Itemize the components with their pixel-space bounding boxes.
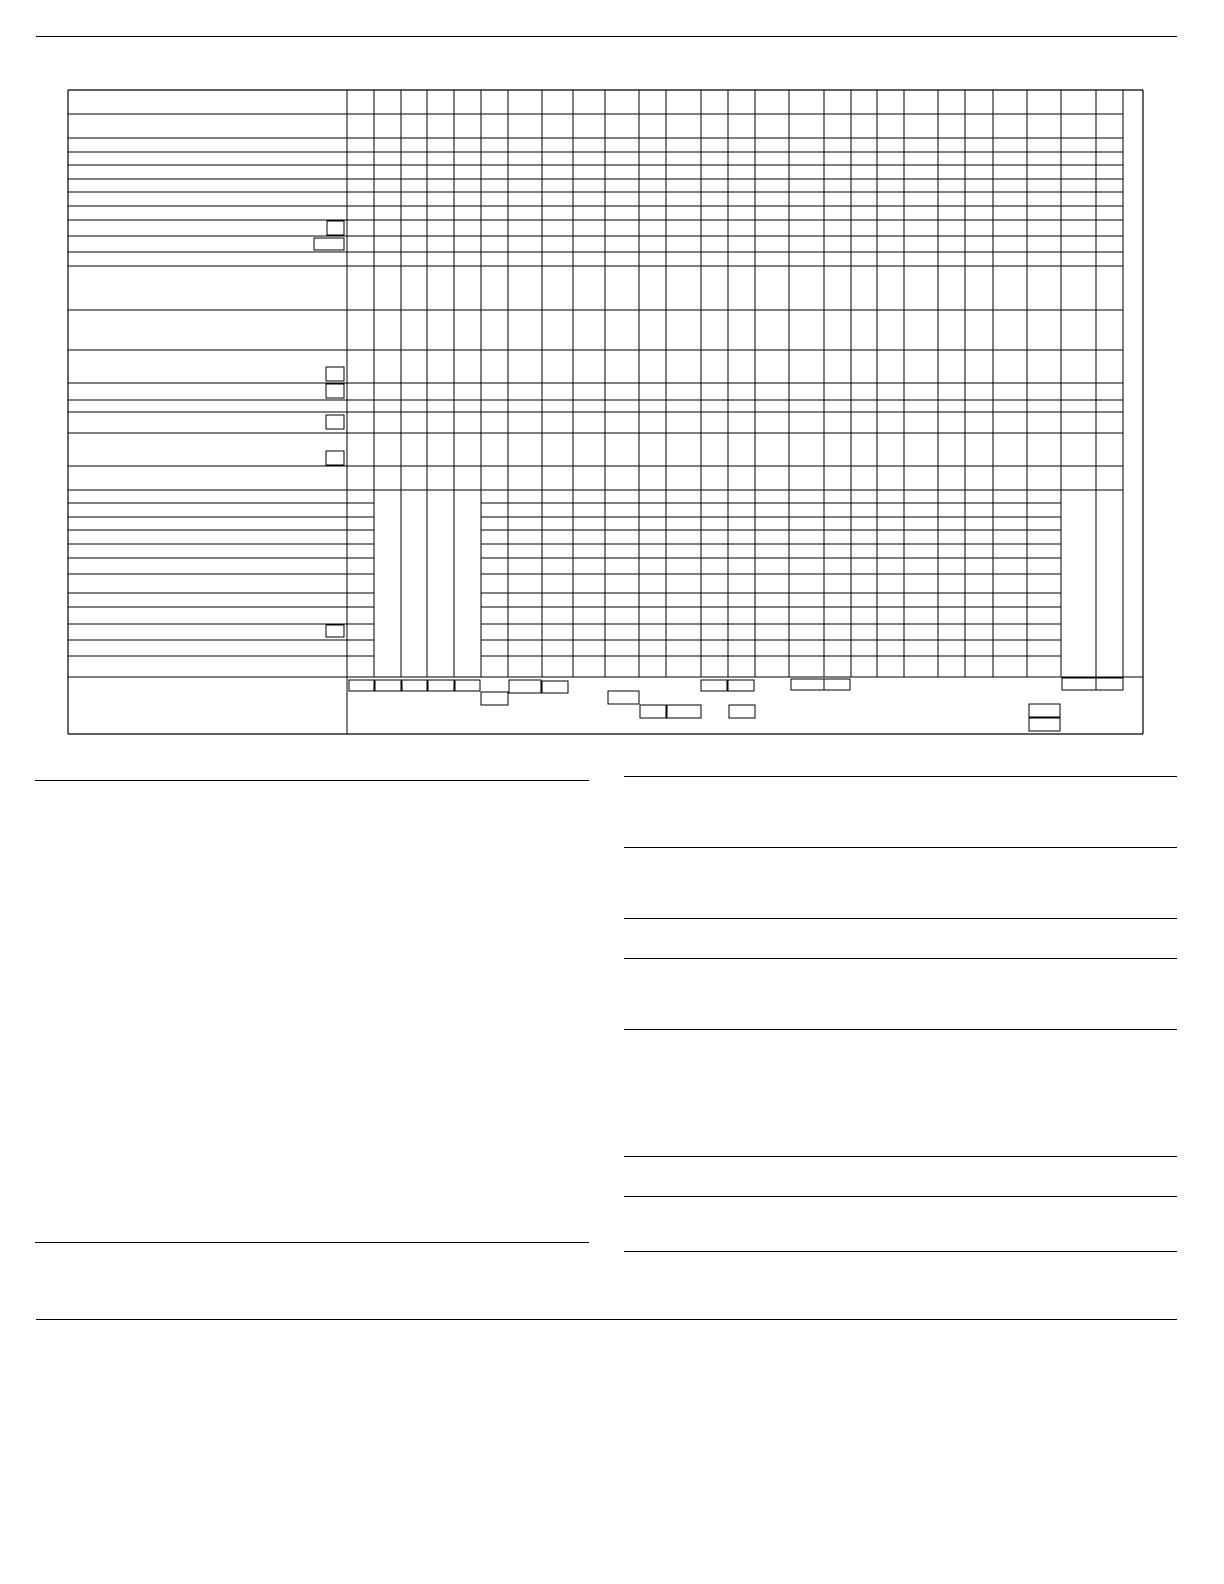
total-box[interactable] xyxy=(729,705,755,718)
right-section-rule xyxy=(624,1251,1177,1252)
total-box[interactable] xyxy=(1096,678,1123,690)
right-section-rule xyxy=(624,958,1177,959)
total-box[interactable] xyxy=(1029,718,1060,731)
total-box[interactable] xyxy=(428,680,454,691)
entry-box[interactable] xyxy=(326,451,344,465)
total-box[interactable] xyxy=(1062,678,1096,690)
total-box[interactable] xyxy=(402,680,427,691)
total-box[interactable] xyxy=(542,681,568,693)
right-section-rule xyxy=(624,1156,1177,1157)
total-box[interactable] xyxy=(728,680,754,691)
entry-box[interactable] xyxy=(326,625,344,637)
right-section-rule xyxy=(624,1029,1177,1030)
right-section-rule xyxy=(624,918,1177,919)
entry-box[interactable] xyxy=(327,221,344,235)
total-box[interactable] xyxy=(375,680,401,691)
entry-box[interactable] xyxy=(326,367,344,381)
total-box[interactable] xyxy=(640,705,666,718)
total-box[interactable] xyxy=(667,705,701,718)
right-section-rule xyxy=(624,1196,1177,1197)
total-box[interactable] xyxy=(608,691,639,704)
total-box[interactable] xyxy=(455,680,480,691)
left-section-bottom-rule xyxy=(35,1242,589,1243)
total-box[interactable] xyxy=(824,679,850,690)
total-box[interactable] xyxy=(791,679,824,690)
entry-box[interactable] xyxy=(326,384,344,398)
total-box[interactable] xyxy=(1029,704,1060,717)
right-section-rule xyxy=(624,776,1177,777)
entry-box[interactable] xyxy=(326,415,344,429)
total-box[interactable] xyxy=(481,692,508,705)
total-box[interactable] xyxy=(701,680,727,691)
right-section-rule xyxy=(624,847,1177,848)
footer-rule xyxy=(36,1319,1177,1320)
total-box[interactable] xyxy=(509,680,541,693)
left-section-top-rule xyxy=(35,780,589,781)
entry-box[interactable] xyxy=(314,238,344,250)
total-box[interactable] xyxy=(349,680,374,691)
